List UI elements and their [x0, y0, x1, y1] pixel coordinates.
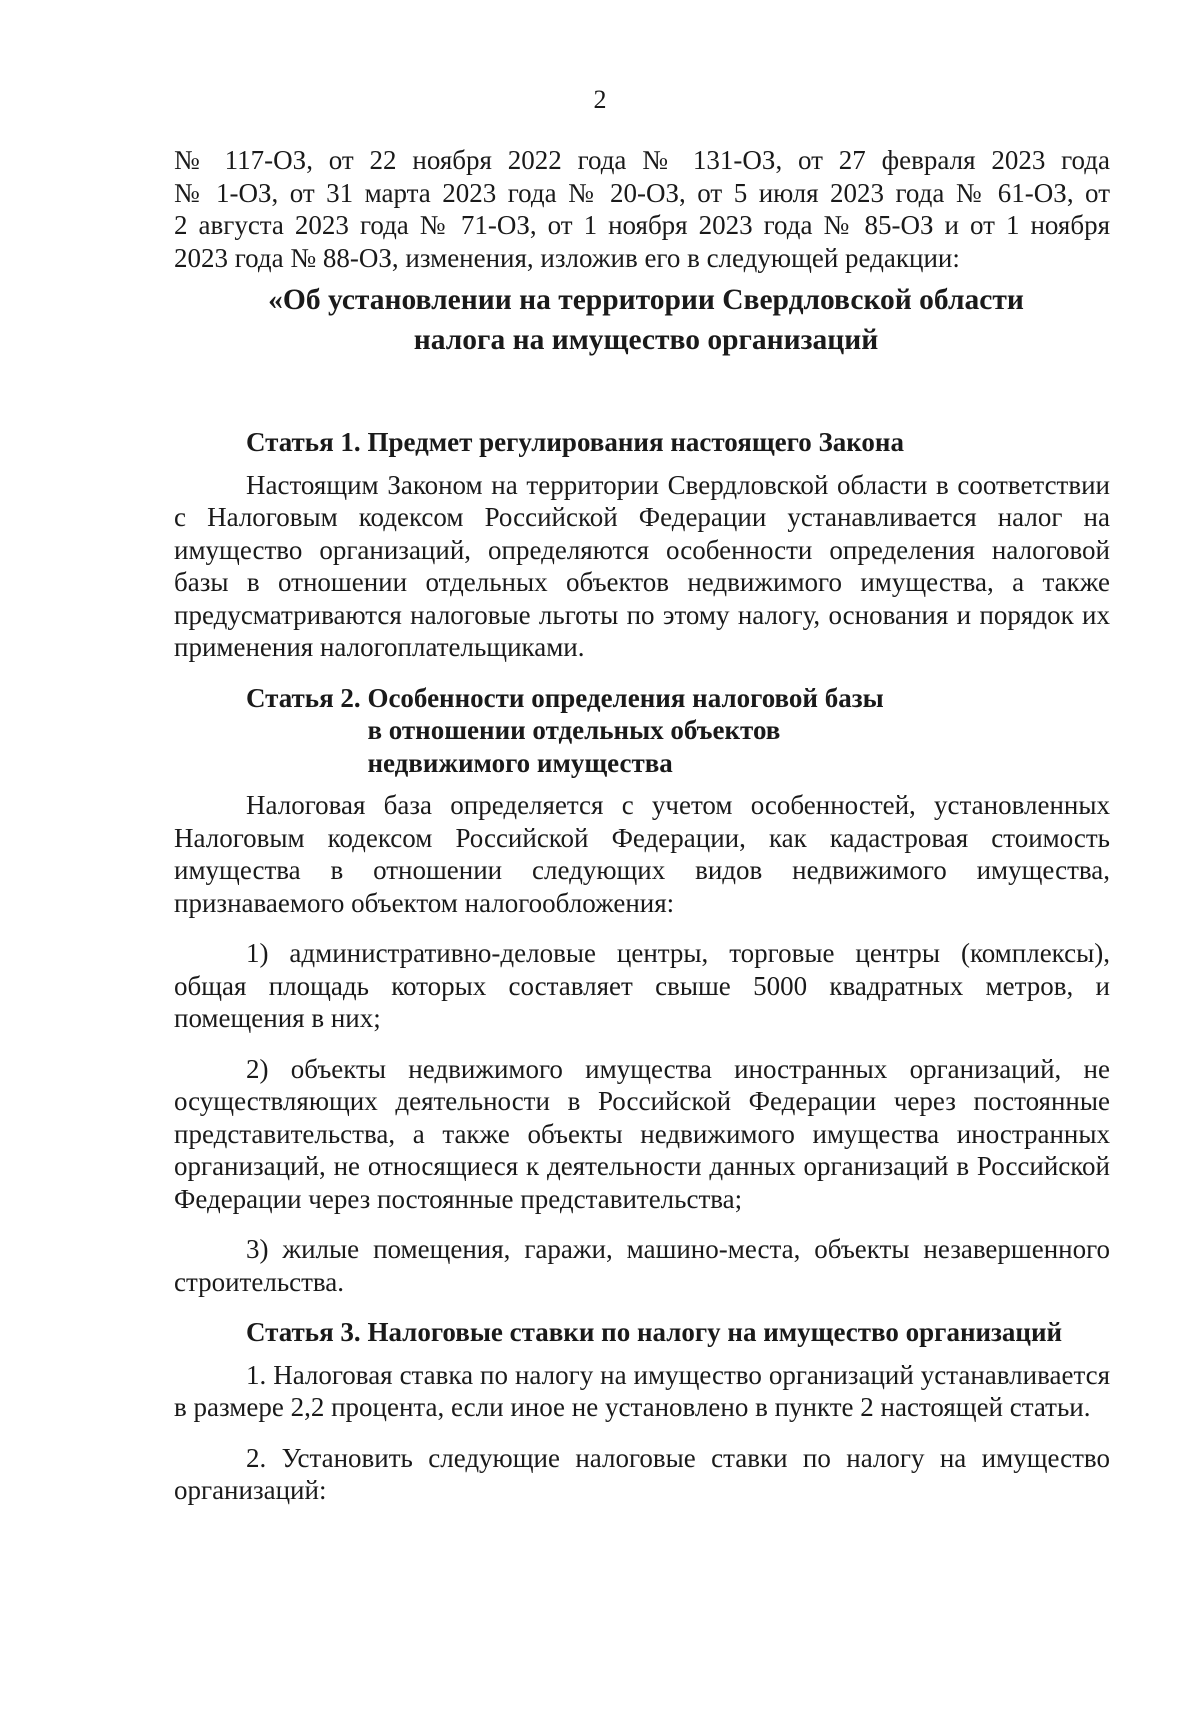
list-item: 3) жилые помещения, гаражи, машино-места, объекты незавершенного строительства. — [174, 1234, 1110, 1297]
article-label: Статья 3. — [246, 1317, 368, 1347]
list-item: 2) объекты недвижимого имущества иностранных организаций, не осуществляющих деятельности в Российской Федерации через постоянные представительства, а также объекты недвижимого имущества иностранных организаций, не относящиеся к деятельности данных организаций в Российской Федерации через постоянные представительства; — [174, 1053, 1110, 1214]
article-title — [367, 682, 1110, 780]
law-title-line: «Об установлении на территории Свердловской области — [268, 284, 1024, 316]
list-item: 2. Установить следующие налоговые ставки по налогу на имущество организаций: — [174, 1442, 1110, 1505]
intro-line: № 1-ОЗ, от 31 марта 2023 года № 20-ОЗ, от 5 июля 2023 года № 61-ОЗ, от — [174, 177, 1110, 208]
article-label: Статья 2. — [246, 682, 368, 713]
intro-line: № 117-ОЗ, от 22 ноября 2022 года № 131-ОЗ, от 27 февраля 2023 года — [174, 145, 1110, 175]
page-number: 2 — [593, 85, 607, 114]
article-title-line: в отношении отдельных объектов — [367, 715, 781, 745]
article-title: Предмет регулирования настоящего Закона — [367, 427, 904, 457]
article-title: Налоговые ставки по налогу на имущество организаций — [367, 1317, 1063, 1347]
article-title-line: Особенности определения налоговой базы — [367, 682, 884, 713]
law-title-line: налога на имущество организаций — [413, 324, 879, 356]
intro-paragraph — [174, 144, 1110, 274]
article-1-text: Настоящим Законом на территории Свердловской области в соответствии с Налоговым кодексом Российской Федерации устанавливается налог на имущество организаций, определяются особенности определения налоговой базы в отношении отдельных объектов недвижимого имущества, а также предусматриваются налоговые льготы по этому налогу, основания и порядок их применения налогоплательщиками. — [174, 469, 1110, 662]
article-1-heading — [246, 426, 1110, 459]
article-2-heading — [246, 682, 1110, 780]
article-2-intro: Налоговая база определяется с учетом особенностей, установленных Налоговым кодексом Российской Федерации, как кадастровая стоимость имущества в отношении следующих видов недвижимого имущества, признаваемого объектом налогообложения: — [174, 790, 1110, 918]
article-title-line: недвижимого имущества — [367, 747, 673, 778]
list-item: 1. Налоговая ставка по налогу на имущество организаций устанавливается в размере 2,2 процента, если иное не установлено в пункте 2 настоящей статьи. — [174, 1359, 1110, 1422]
intro-line: 2 августа 2023 года № 71-ОЗ, от 1 ноября 2023 года № 85-ОЗ и от 1 ноября — [174, 210, 1110, 240]
article-label: Статья 1. — [246, 427, 368, 457]
intro-line: 2023 года № 88-ОЗ, изменения, изложив его в следующей редакции: — [174, 242, 960, 273]
list-item: 1) административно-деловые центры, торговые центры (комплексы), общая площадь которых составляет свыше 5000 квадратных метров, и помещения в них; — [174, 938, 1110, 1033]
document-body — [174, 144, 1110, 1507]
law-title — [182, 280, 1110, 360]
article-3-heading — [246, 1316, 1110, 1349]
